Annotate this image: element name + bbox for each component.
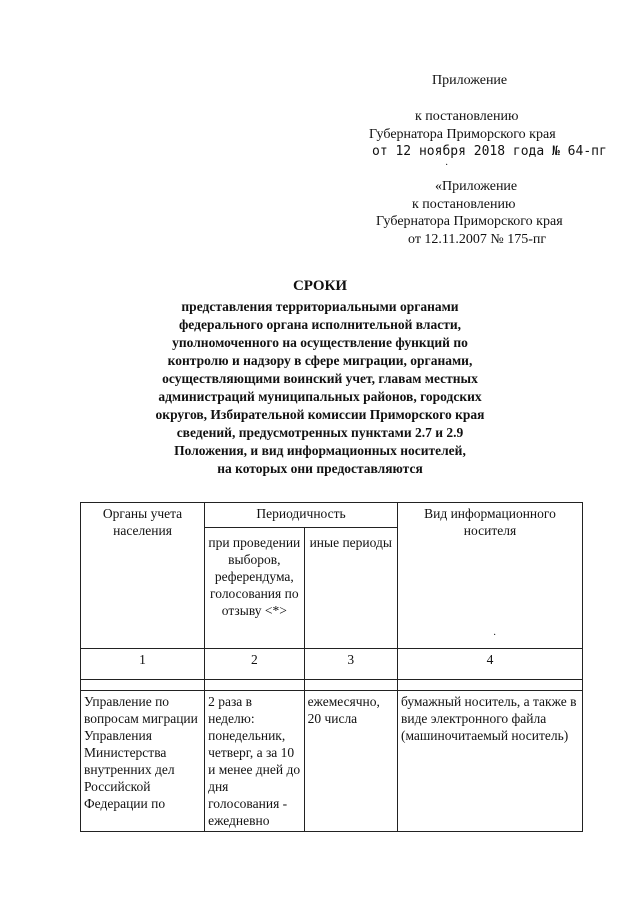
subtitle-line: федерального органа исполнительной власти, — [178, 317, 462, 332]
stray-mark: · — [493, 630, 497, 641]
subtitle-line: Положения, и вид информационных носителей, — [174, 443, 466, 458]
governor-label: Губернатора Приморского края — [369, 127, 556, 142]
column-number: 4 — [397, 649, 582, 680]
cell-other-periods: ежемесячно, 20 числа — [304, 691, 397, 832]
table-header-row — [81, 503, 583, 528]
header-periodicity: Периодичность — [205, 503, 398, 528]
subtitle-line: уполномоченного на осуществление функций по — [172, 335, 468, 350]
subtitle-line: округов, Избирательной комиссии Приморского края — [155, 407, 485, 422]
subtitle-line: на которых они предоставляются — [217, 461, 423, 476]
header-organs: Органы учета населения — [81, 503, 205, 649]
subtitle-line: контролю и надзору в сфере миграции, органами, — [167, 353, 473, 368]
column-number: 3 — [304, 649, 397, 680]
column-number-row — [81, 649, 583, 680]
cell-elections-period: 2 раза в неделю: понедельник, четверг, а за 10 и менее дней до дня голосования - ежедневно — [205, 691, 304, 832]
stray-mark: · — [445, 160, 449, 171]
resolution-date-number: от 12.11.2007 № 175-пг — [408, 232, 547, 247]
column-number: 2 — [205, 649, 304, 680]
header-elections-period: при проведении выборов, референдума, голосования по отзыву <*> — [205, 528, 304, 649]
cell-carrier-type: бумажный носитель, а также в виде электронного файла (машиночитаемый носитель) — [397, 691, 582, 832]
header-carrier-type: Вид информационного носителя — [397, 503, 582, 649]
resolution-date-number: от 12 ноября 2018 года № 64-пг — [372, 144, 607, 159]
header-other-periods: иные периоды — [304, 528, 397, 649]
governor-label: Губернатора Приморского края — [376, 214, 563, 229]
column-number: 1 — [81, 649, 205, 680]
document-subtitle — [140, 298, 500, 478]
to-resolution-label: к постановлению — [412, 197, 516, 212]
appendix-label: Приложение — [432, 73, 508, 88]
document-title: СРОКИ — [292, 278, 348, 294]
subtitle-line: осуществляющими воинский учет, главам местных — [162, 371, 478, 386]
subtitle-line: сведений, предусмотренных пунктами 2.7 и 2.9 — [176, 425, 464, 440]
cell-organ: Управление по вопросам миграции Управления Министерства внутренних дел Российской Федерации по — [81, 691, 205, 832]
subtitle-line: представления территориальными органами — [181, 299, 459, 314]
reporting-schedule-table — [80, 502, 583, 832]
spacer-row — [81, 680, 583, 691]
appendix-label: «Приложение — [435, 179, 518, 194]
subtitle-line: администраций муниципальных районов, городских — [158, 389, 482, 404]
to-resolution-label: к постановлению — [415, 109, 519, 124]
table-row — [81, 691, 583, 832]
